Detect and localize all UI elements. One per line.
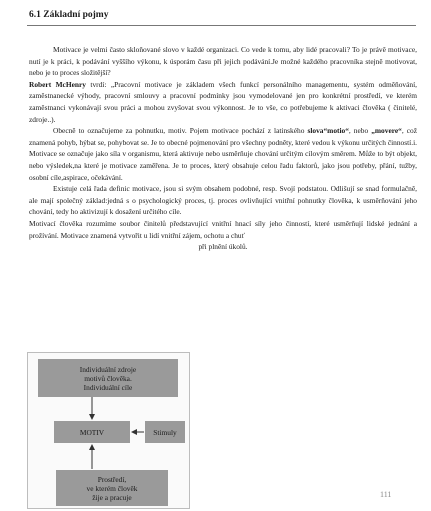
box-environment [56, 470, 168, 506]
paragraph-2 [29, 79, 417, 125]
title-divider [27, 25, 416, 26]
paragraph-5-last-line: při plnění úkolů. [198, 242, 248, 252]
box-bottom-line-2: ve kterém člověk [86, 483, 138, 493]
paragraph-3-part-a: Obecně to označujeme za pohnutku, motiv. Pojem motivace pochází z latinského [53, 126, 308, 136]
box-stimuli: Stimuly [145, 421, 185, 443]
term-motio: slova“motio“ [307, 126, 349, 136]
body-text [29, 44, 417, 253]
paragraph-4: Existuje celá řada definic motivace, jsou si svým obsahem podobné, resp. Svojí podstatou. Odlišují se snad formulačně, ale mají společný základ:jedná s o psychologický proces, tj. proces ovlivňující vnitřní pohnutky člověka, k usměrňování jeho chování, tedy ho aktivizují k dosažení určitého cíle. [29, 184, 417, 217]
paragraph-1: Motivace je velmi často skloňované slovo v každé organizaci. Co vede k tomu, aby lidé pracovali? To je právě motivace, nutí je k práci, k podávání vyššího výkonu, k úsporám času při jejich podávání.Je možné každého pracovníka stejně motivovat, nebo je to proces složitější? [29, 45, 417, 78]
box-top-line-2: motivů člověka. [84, 373, 132, 383]
page-number: 111 [380, 490, 392, 499]
box-bottom-line-3: žije a pracuje [92, 492, 132, 502]
box-bottom-line-1: Prostředí, [97, 474, 127, 484]
box-motive: MOTIV [54, 421, 130, 443]
box-top-line-3: Individuální cíle [83, 382, 133, 392]
paragraph-3-part-c: , což znamená pohyb, hýbat se, pohybovat se. Je to obecné pojmenování pro všechny podněty, které vedou k výkonu určitých činností.i. Motivace se označuje jako síla v organismu, která aktivuje nebo usměrňuje chování určitým cílovým směrem. Může to být objekt, nebo výsledek,na které je motivace zaměřena. Je to proces, který obsahuje celou řadu faktorů, jako jsou potřeby, přání, tužby, osobní cíle,aspirace, očekávání. [29, 126, 417, 182]
paragraph-3-part-b: , nebo [348, 126, 372, 136]
box-top-line-1: Individuální zdroje [79, 364, 137, 374]
term-movere: „movere“ [371, 126, 402, 136]
author-name: Robert McHenry [29, 79, 86, 89]
section-title: 6.1 Základní pojmy [29, 10, 109, 20]
paragraph-2-text: tvrdí: „Pracovní motivace je základem všech funkcí personálního managementu, systém odměňování, zaměstnanecké výhody, pracovní smlouvy a pracovní podmínky jsou vymodelované jen pro konkrétní prostředí, ve kterém zaměstnanci vykonávají svou práci a mohou zvyšovat svou výkonnost. Je to vše, co potřebujeme k aktivaci člověka ( činitelé, zdroje..). [29, 79, 417, 124]
paragraph-3 [29, 125, 417, 183]
motivation-diagram [27, 352, 190, 509]
paragraph-5: Motivací člověka rozumíme soubor činitelů představující vnitřní hnací síly jeho činností, které usměrňují lidské jednání a prožívání. Motivace znamená vytvořit u lidí vnitřní zájem, ochotu a chuť [29, 218, 417, 240]
box-individual-sources [38, 359, 178, 397]
